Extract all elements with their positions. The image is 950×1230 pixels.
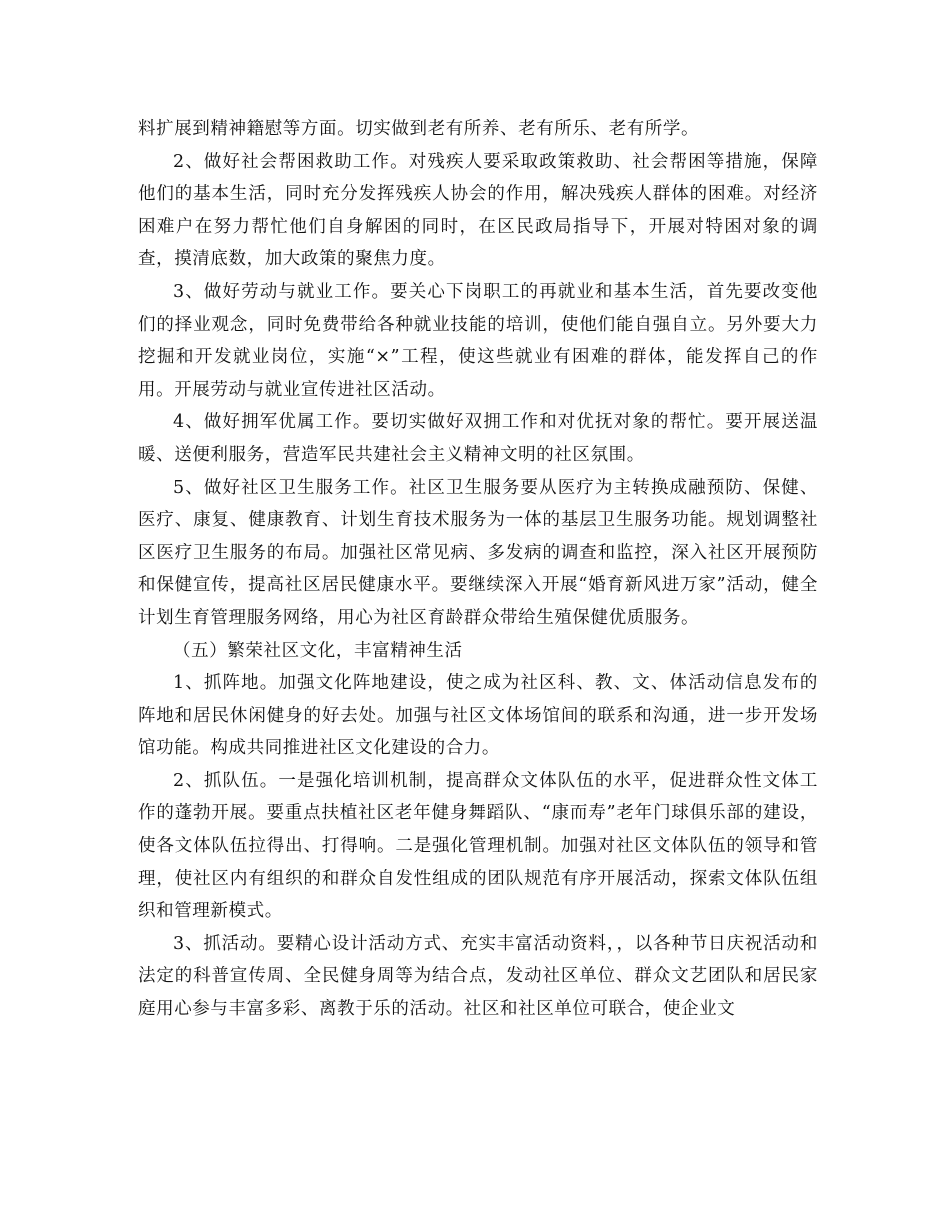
paragraph-community-health: 5、做好社区卫生服务工作。社区卫生服务要从医疗为主转换成融预防、保健、医疗、康复、健康教育、计划生育技术服务为一体的基层卫生服务功能。规划调整社区医疗卫生服务的布局。加强社区常见病、多发病的调查和监控，深入社区开展预防和保健宣传，提高社区居民健康水平。要继续深入开展“婚育新风进万家”活动，健全计划生育管理服务网络，用心为社区育龄群众带给生殖保健优质服务。 bbox=[138, 477, 818, 628]
document-body bbox=[138, 113, 818, 1026]
paragraph-social-assistance: 2、做好社会帮困救助工作。对残疾人要采取政策救助、社会帮困等措施，保障他们的基本生活，同时充分发挥残疾人协会的作用，解决残疾人群体的困难。对经济困难户在努力帮忙他们自身解困的同时，在区民政局指导下，开展对特困对象的调查，摸清底数，加大政策的聚焦力度。 bbox=[138, 151, 818, 270]
paragraph-activities: 3、抓活动。要精心设计活动方式、充实丰富活动资料，，以各种节日庆祝活动和法定的科普宣传周、全民健身周等为结合点，发动社区单位、群众文艺团队和居民家庭用心参与丰富多彩、离教于乐的活动。社区和社区单位可联合，使企业文 bbox=[138, 933, 818, 1020]
paragraph-continuation: 料扩展到精神籍慰等方面。切实做到老有所养、老有所乐、老有所学。 bbox=[138, 119, 700, 139]
paragraph-teams: 2、抓队伍。一是强化培训机制，提高群众文体队伍的水平，促进群众性文体工作的蓬勃开展。要重点扶植社区老年健身舞蹈队、“康而寿”老年门球俱乐部的建设，使各文体队伍拉得出、打得响。二是强化管理机制。加强对社区文体队伍的领导和管理，使社区内有组织的和群众自发性组成的团队规范有序开展活动，探索文体队伍组织和管理新模式。 bbox=[138, 770, 818, 922]
paragraph-labor-employment: 3、做好劳动与就业工作。要关心下岗职工的再就业和基本生活，首先要改变他们的择业观念，同时免费带给各种就业技能的培训，使他们能自强自立。另外要大力挖掘和开发就业岗位，实施“×”工程，使这些就业有困难的群体，能发挥自己的作用。开展劳动与就业宣传进社区活动。 bbox=[138, 281, 818, 400]
section-heading-culture: （五）繁荣社区文化，丰富精神生活 bbox=[173, 640, 463, 661]
paragraph-military-support: 4、做好拥军优属工作。要切实做好双拥工作和对优抚对象的帮忙。要开展送温暖、送便利服务，营造军民共建社会主义精神文明的社区氛围。 bbox=[138, 412, 818, 465]
paragraph-venues: 1、抓阵地。加强文化阵地建设，使之成为社区科、教、文、体活动信息发布的阵地和居民休闲健身的好去处。加强与社区文体场馆间的联系和沟通，进一步开发场馆功能。构成共同推进社区文化建设的合力。 bbox=[138, 673, 818, 759]
